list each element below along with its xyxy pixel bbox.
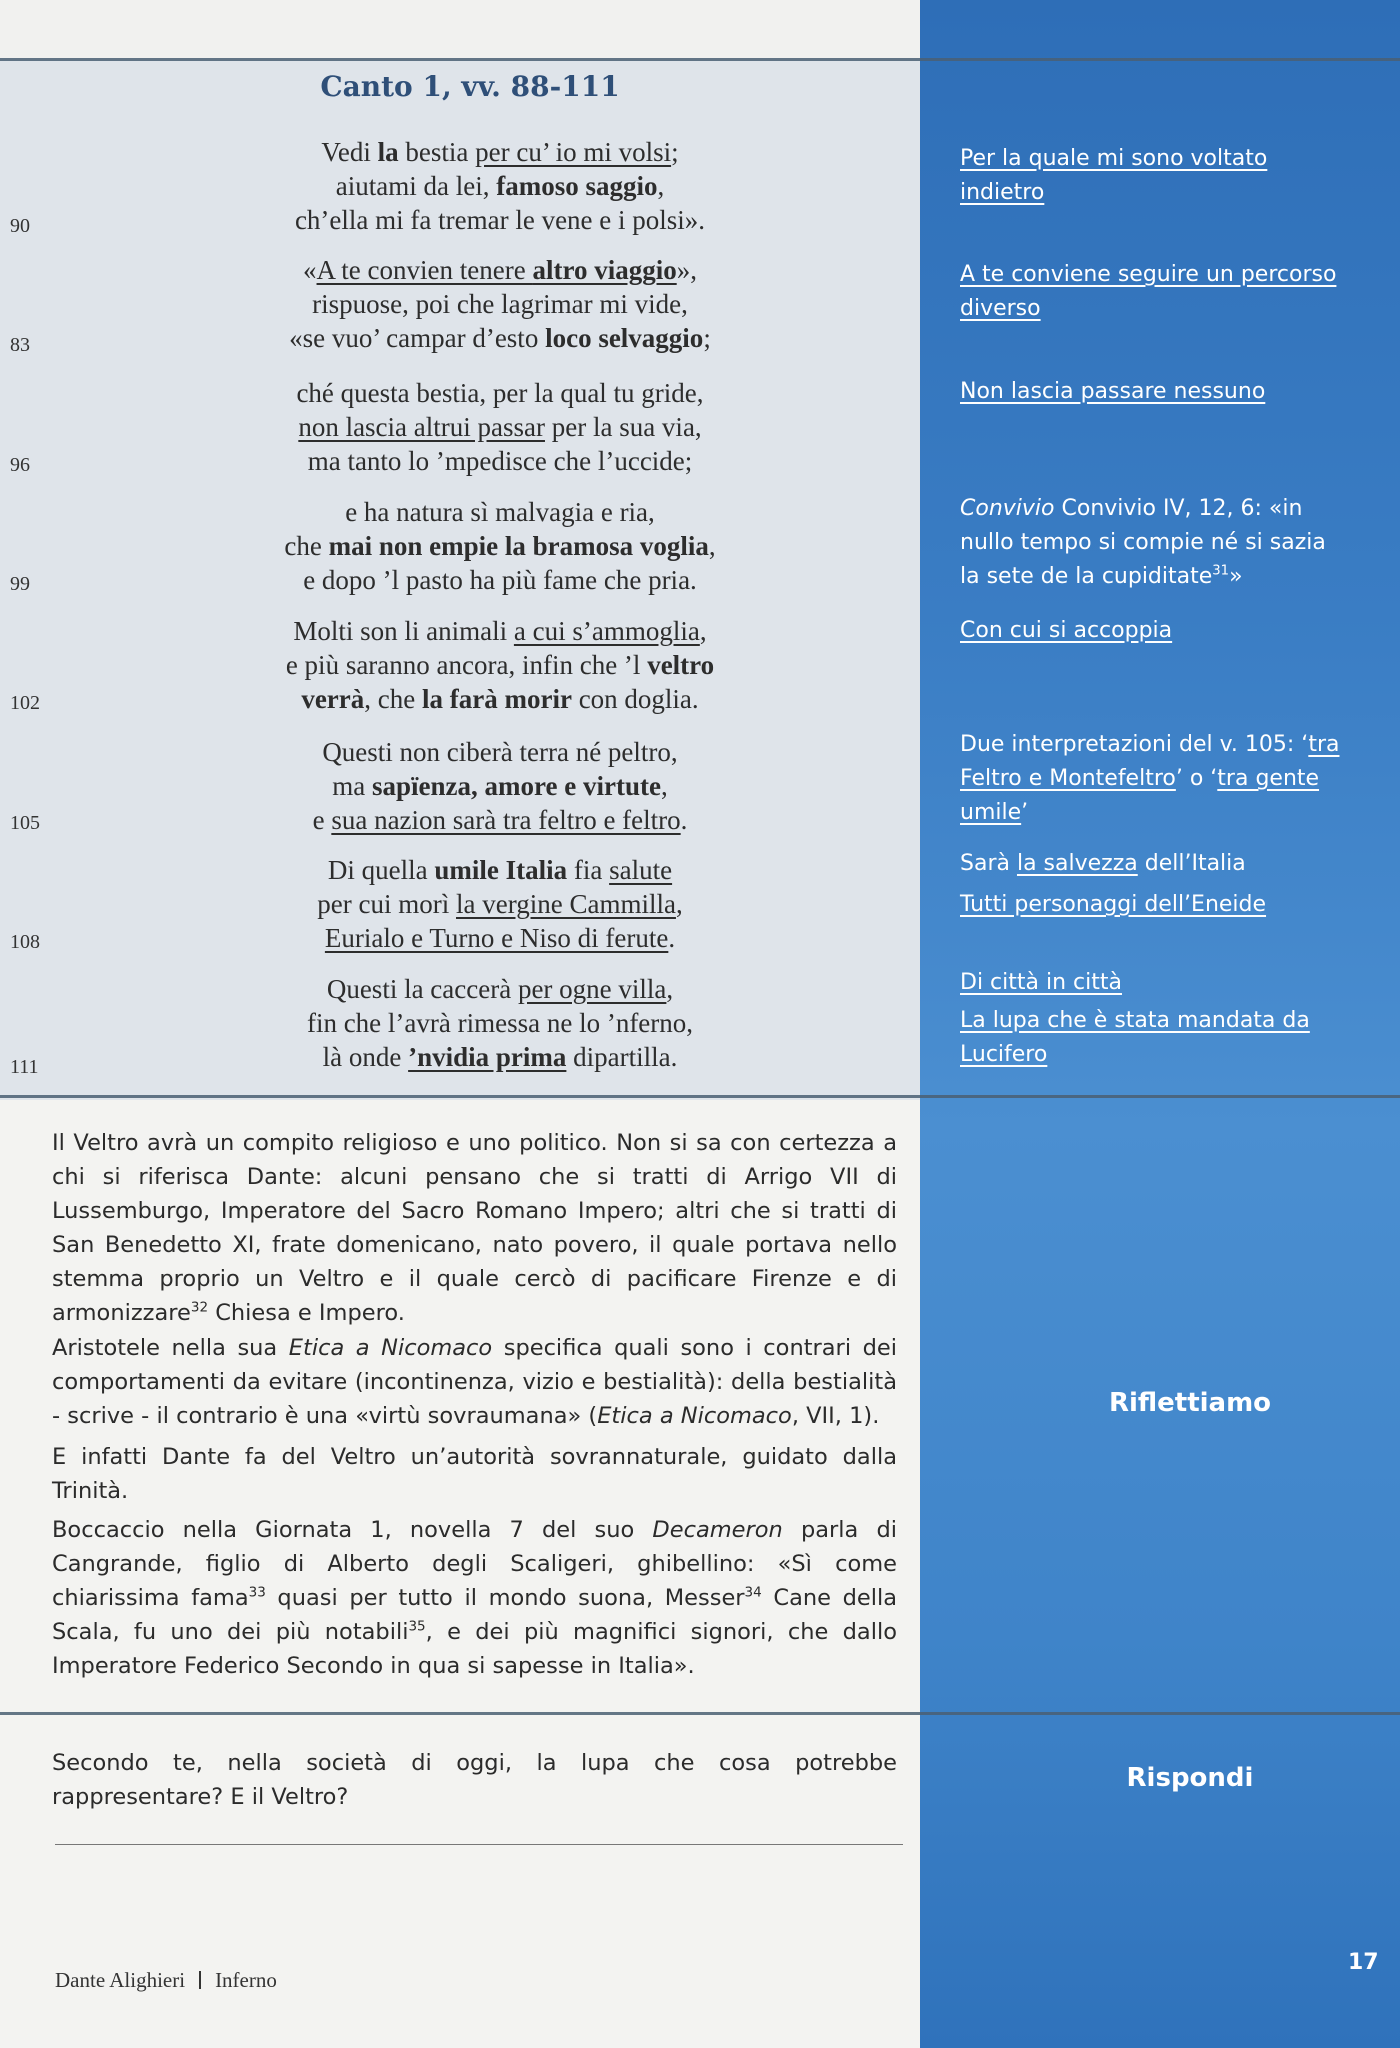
verse-line: aiutami da lei, famoso saggio, bbox=[335, 171, 665, 201]
verse-line: non lascia altrui passar per la sua via, bbox=[298, 412, 702, 442]
note-2: A te conviene seguire un percorso diverso bbox=[960, 262, 1337, 321]
note-6: Due interpretazioni del v. 105: ‘tra Feltro e Montefeltro’ o ‘tra gente umile’ bbox=[960, 732, 1340, 825]
commentary-paragraph-4: Boccaccio nella Giornata 1, novella 7 del suo Decameron parla di Cangrande, figlio di Alberto degli Scaligeri, ghibellino: «Sì come chiarissima fama$^{33}$ quasi per tutto il mondo suona, Messer$^{34}$ Cane della Scala, fu uno dei più notabili$^{35}$, e dei più magnifici signori, che dallo Imperatore Federico Secondo in qua si sapesse in Italia». bbox=[52, 1517, 897, 1679]
question-text: Secondo te, nella società di oggi, la lupa che cosa potrebbe rappresentare? E il Veltro? bbox=[52, 1750, 897, 1810]
verse-line: e sua nazion sarà tra feltro e feltro. bbox=[312, 805, 688, 835]
stanza-7 bbox=[160, 853, 840, 955]
stanza-6 bbox=[160, 735, 840, 837]
verse-number: 99 bbox=[10, 573, 30, 595]
note-5: Con cui si accoppia bbox=[960, 618, 1173, 643]
verse-number: 111 bbox=[10, 1056, 39, 1078]
verse-line: ché questa bestia, per la qual tu gride, bbox=[296, 378, 704, 408]
note-4: Convivio Convivio IV, 12, 6: «in nullo tempo si compie né si sazia la sete de la cupiditate$^{31}$» bbox=[960, 496, 1326, 589]
answer-line[interactable] bbox=[55, 1844, 903, 1845]
note-10: La lupa che è stata mandata da Lucifero bbox=[960, 1008, 1310, 1067]
verse-line: fin che l’avrà rimessa ne lo ’nferno, bbox=[306, 1008, 694, 1038]
stanza-4 bbox=[160, 495, 840, 597]
verse-number: 96 bbox=[10, 454, 30, 476]
verse-line: per cui morì la vergine Cammilla, bbox=[317, 889, 683, 919]
verse-line: che mai non empie la bramosa voglia, bbox=[284, 531, 716, 561]
verse-number: 108 bbox=[10, 931, 40, 953]
footer-book: Inferno bbox=[215, 1968, 277, 1992]
verse-line: «se vuo’ campar d’esto loco selvaggio; bbox=[289, 323, 711, 353]
top-rule bbox=[0, 58, 1400, 61]
verse-line: Questi non ciberà terra né peltro, bbox=[322, 737, 678, 767]
verse-line: ch’ella mi fa tremar le vene e i polsi». bbox=[294, 205, 706, 235]
note-9: Di città in città bbox=[960, 970, 1122, 995]
verse-number: 83 bbox=[10, 334, 30, 356]
canto-title: Canto 1, vv. 88-111 bbox=[320, 70, 620, 103]
verse-line: e più saranno ancora, infin che ’l veltro bbox=[285, 650, 715, 680]
lower-rule bbox=[0, 1712, 1400, 1715]
commentary-paragraph-1: Il Veltro avrà un compito religioso e uno politico. Non si sa con certezza a chi si riferisca Dante: alcuni pensano che si tratti di Arrigo VII di Lussemburgo, Imperatore del Sacro Romano Impero; altri che si tratti di San Benedetto XI, frate domenicano, nato povero, il quale portava nello stemma proprio un Veltro e il quale cercò di pacificare Firenze e di armonizzare$^{32}$ Chiesa e Impero. bbox=[52, 1130, 897, 1326]
note-1: Per la quale mi sono voltato indietro bbox=[960, 146, 1268, 205]
stanza-3 bbox=[160, 376, 840, 478]
verse-line: ma tanto lo ’mpedisce che l’uccide; bbox=[307, 446, 693, 476]
verse-line: là onde ’nvidia prima dipartilla. bbox=[322, 1042, 678, 1072]
commentary-paragraph-3: E infatti Dante fa del Veltro un’autorità sovrannaturale, guidato dalla Trinità. bbox=[52, 1444, 897, 1504]
note-3: Non lascia passare nessuno bbox=[960, 379, 1266, 404]
verse-line: Eurialo e Turno e Niso di ferute. bbox=[324, 923, 676, 953]
verse-line: «A te convien tenere altro viaggio», bbox=[303, 255, 697, 285]
verse-line: Vedi la bestia per cu’ io mi volsi; bbox=[321, 137, 679, 167]
verse-number: 102 bbox=[10, 692, 40, 714]
note-7: Sarà la salvezza dell’Italia bbox=[960, 851, 1246, 876]
commentary-paragraph-2: Aristotele nella sua Etica a Nicomaco specifica quali sono i contrari dei comportamenti da evitare (incontinenza, vizio e bestialità): della bestialità - scrive - il contrario è una «virtù sovraumana» (Etica a Nicomaco, VII, 1). bbox=[52, 1335, 897, 1429]
verse-line: e dopo ’l pasto ha più fame che pria. bbox=[303, 565, 697, 595]
stanza-5 bbox=[160, 614, 840, 716]
stanza-8 bbox=[160, 972, 840, 1074]
stanza-2 bbox=[160, 253, 840, 355]
verse-line: ma sapïenza, amore e virtute, bbox=[332, 771, 668, 801]
verse-line: Questi la caccerà per ogne villa, bbox=[326, 974, 674, 1004]
note-8: Tutti personaggi dell’Eneide bbox=[960, 892, 1267, 917]
riflettiamo-label: Riflettiamo bbox=[1108, 1388, 1272, 1418]
rispondi-label: Rispondi bbox=[1126, 1763, 1254, 1793]
verse-line: e ha natura sì malvagia e ria, bbox=[345, 497, 655, 527]
page-number: 17 bbox=[1348, 1950, 1379, 1975]
footer-author: Dante Alighieri bbox=[55, 1968, 186, 1992]
verse-number: 105 bbox=[10, 812, 40, 834]
middle-rule bbox=[0, 1095, 1400, 1098]
verse-line: verrà, che la farà morir con doglia. bbox=[301, 684, 699, 714]
footer bbox=[55, 1968, 277, 1993]
stanza-1 bbox=[160, 135, 840, 237]
verse-line: Di quella umile Italia fia salute bbox=[327, 855, 673, 885]
verse-line: rispuose, poi che lagrimar mi vide, bbox=[312, 289, 688, 319]
verse-line: Molti son li animali a cui s’ammoglia, bbox=[293, 616, 707, 646]
verse-number: 90 bbox=[10, 215, 30, 237]
footer-separator bbox=[199, 1971, 201, 1989]
